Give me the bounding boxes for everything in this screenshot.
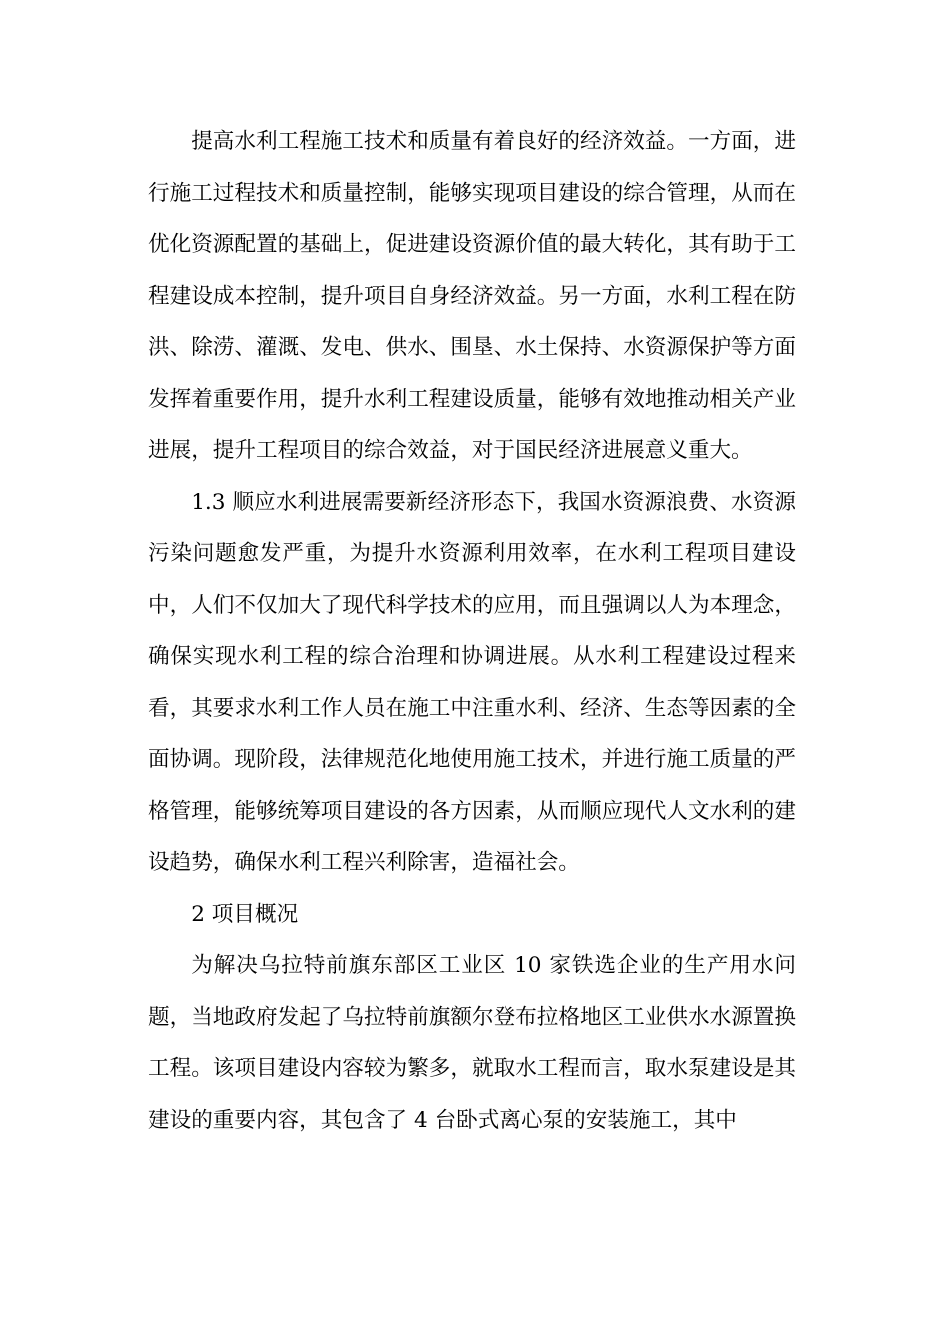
section-heading-2: 2 项目概况 (191, 901, 299, 927)
document-body (148, 116, 796, 1146)
paragraph-project-overview: 为解决乌拉特前旗东部区工业区 10 家铁选企业的生产用水问题，当地政府发起了乌拉特前旗额尔登布拉格地区工业供水水源置换工程。该项目建设内容较为繁多，就取水工程而言，取水泵建设是其建设的重要内容，其包含了 4 台卧式离心泵的安装施工，其中 (148, 953, 796, 1133)
paragraph-economic-benefits: 提高水利工程施工技术和质量有着良好的经济效益。一方面，进行施工过程技术和质量控制，能够实现项目建设的综合管理，从而在优化资源配置的基础上，促进建设资源价值的最大转化，其有助于工程建设成本控制，提升项目自身经济效益。另一方面，水利工程在防洪、除涝、灌溉、发电、供水、围垦、水土保持、水资源保护等方面发挥着重要作用，提升水利工程建设质量，能够有效地推动相关产业进展，提升工程项目的综合效益，对于国民经济进展意义重大。 (148, 129, 796, 463)
paragraph-section-1-3: 1.3 顺应水利进展需要新经济形态下，我国水资源浪费、水资源污染问题愈发严重，为提升水资源利用效率，在水利工程项目建设中，人们不仅加大了现代科学技术的应用，而且强调以人为本理念，确保实现水利工程的综合治理和协调进展。从水利工程建设过程来看，其要求水利工作人员在施工中注重水利、经济、生态等因素的全面协调。现阶段，法律规范化地使用施工技术，并进行施工质量的严格管理，能够统筹项目建设的各方因素，从而顺应现代人文水利的建设趋势，确保水利工程兴利除害，造福社会。 (148, 489, 796, 875)
